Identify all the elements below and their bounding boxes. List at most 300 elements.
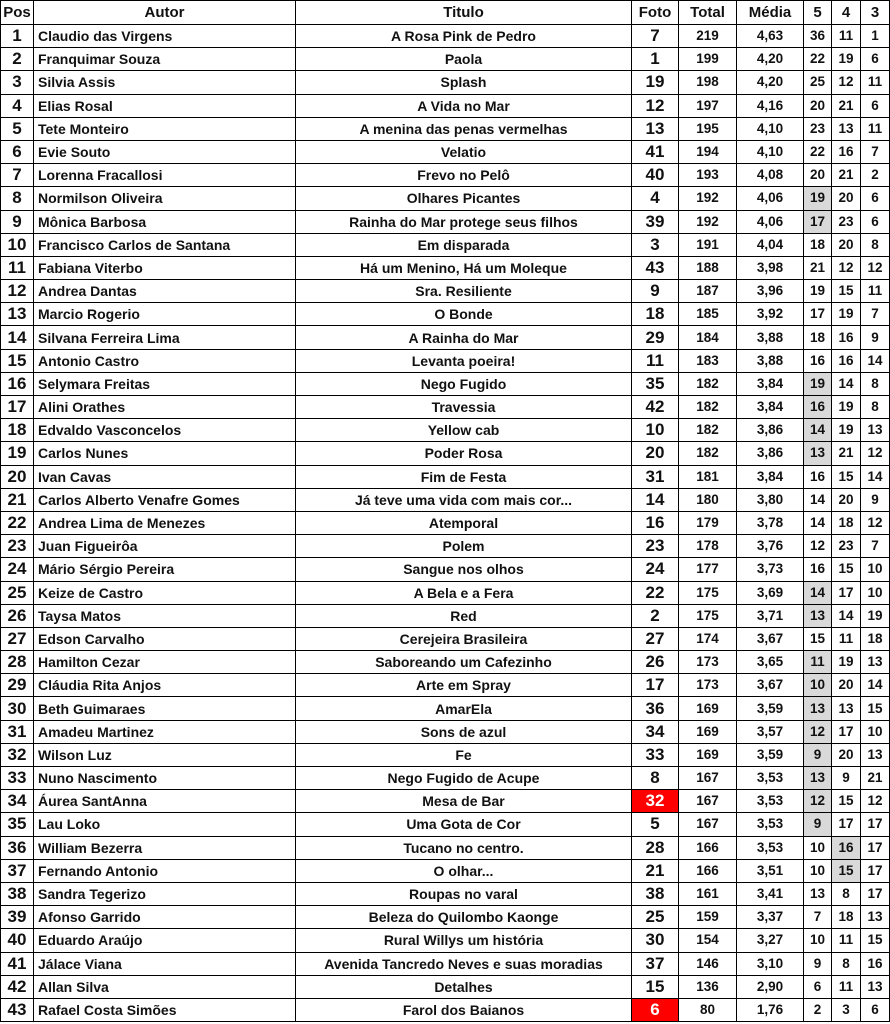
- table-row: [1, 906, 890, 929]
- table-row: [1, 535, 890, 558]
- pos-cell: 31: [1, 720, 34, 743]
- score-5-cell: 9: [804, 813, 832, 836]
- foto-cell: 18: [632, 303, 679, 326]
- score-4-cell: 16: [832, 140, 861, 163]
- total-cell: 192: [679, 210, 737, 233]
- table-row: [1, 210, 890, 233]
- titulo-cell: Splash: [296, 71, 632, 94]
- score-5-cell: 14: [804, 511, 832, 534]
- score-4-cell: 15: [832, 558, 861, 581]
- header-media: Média: [737, 1, 804, 25]
- pos-cell: 39: [1, 906, 34, 929]
- pos-cell: 4: [1, 94, 34, 117]
- score-3-cell: 13: [861, 419, 890, 442]
- media-cell: 3,53: [737, 836, 804, 859]
- score-3-cell: 1: [861, 25, 890, 48]
- autor-cell: Taysa Matos: [34, 604, 296, 627]
- titulo-cell: Sra. Resiliente: [296, 280, 632, 303]
- table-row: [1, 164, 890, 187]
- header-score-4: 4: [832, 1, 861, 25]
- foto-cell: 28: [632, 836, 679, 859]
- titulo-cell: Sangue nos olhos: [296, 558, 632, 581]
- autor-cell: Carlos Alberto Venafre Gomes: [34, 488, 296, 511]
- total-cell: 195: [679, 117, 737, 140]
- foto-cell: 22: [632, 581, 679, 604]
- autor-cell: Silvia Assis: [34, 71, 296, 94]
- table-row: [1, 998, 890, 1021]
- media-cell: 3,53: [737, 767, 804, 790]
- pos-cell: 30: [1, 697, 34, 720]
- foto-cell: 13: [632, 117, 679, 140]
- score-3-cell: 6: [861, 210, 890, 233]
- autor-cell: Andrea Dantas: [34, 280, 296, 303]
- autor-cell: Hamilton Cezar: [34, 651, 296, 674]
- foto-cell: 12: [632, 94, 679, 117]
- titulo-cell: A Vida no Mar: [296, 94, 632, 117]
- autor-cell: Allan Silva: [34, 975, 296, 998]
- table-row: [1, 558, 890, 581]
- titulo-cell: Rural Willys um história: [296, 929, 632, 952]
- score-3-cell: 13: [861, 743, 890, 766]
- pos-cell: 35: [1, 813, 34, 836]
- pos-cell: 16: [1, 372, 34, 395]
- table-row: [1, 140, 890, 163]
- pos-cell: 41: [1, 952, 34, 975]
- pos-cell: 17: [1, 396, 34, 419]
- table-row: [1, 117, 890, 140]
- autor-cell: Tete Monteiro: [34, 117, 296, 140]
- foto-cell: 26: [632, 651, 679, 674]
- foto-cell: 27: [632, 627, 679, 650]
- score-4-cell: 19: [832, 419, 861, 442]
- score-3-cell: 9: [861, 488, 890, 511]
- foto-cell: 14: [632, 488, 679, 511]
- foto-cell: 38: [632, 882, 679, 905]
- autor-cell: Lau Loko: [34, 813, 296, 836]
- titulo-cell: Cerejeira Brasileira: [296, 627, 632, 650]
- score-5-cell: 20: [804, 94, 832, 117]
- table-row: [1, 488, 890, 511]
- media-cell: 3,84: [737, 396, 804, 419]
- foto-cell: 40: [632, 164, 679, 187]
- score-5-cell: 17: [804, 210, 832, 233]
- titulo-cell: Rainha do Mar protege seus filhos: [296, 210, 632, 233]
- total-cell: 180: [679, 488, 737, 511]
- pos-cell: 29: [1, 674, 34, 697]
- media-cell: 3,96: [737, 280, 804, 303]
- total-cell: 219: [679, 25, 737, 48]
- titulo-cell: Polem: [296, 535, 632, 558]
- pos-cell: 10: [1, 233, 34, 256]
- score-3-cell: 21: [861, 767, 890, 790]
- titulo-cell: A Rainha do Mar: [296, 326, 632, 349]
- autor-cell: Lorenna Fracallosi: [34, 164, 296, 187]
- pos-cell: 15: [1, 349, 34, 372]
- foto-cell: 33: [632, 743, 679, 766]
- table-row: [1, 94, 890, 117]
- header-row: [1, 1, 890, 25]
- total-cell: 173: [679, 651, 737, 674]
- media-cell: 3,53: [737, 813, 804, 836]
- score-5-cell: 21: [804, 256, 832, 279]
- media-cell: 4,08: [737, 164, 804, 187]
- autor-cell: Elias Rosal: [34, 94, 296, 117]
- score-5-cell: 10: [804, 929, 832, 952]
- score-3-cell: 6: [861, 998, 890, 1021]
- autor-cell: Edvaldo Vasconcelos: [34, 419, 296, 442]
- media-cell: 3,80: [737, 488, 804, 511]
- titulo-cell: Nego Fugido de Acupe: [296, 767, 632, 790]
- media-cell: 3,73: [737, 558, 804, 581]
- total-cell: 183: [679, 349, 737, 372]
- autor-cell: Claudio das Virgens: [34, 25, 296, 48]
- autor-cell: Fabiana Viterbo: [34, 256, 296, 279]
- score-4-cell: 18: [832, 511, 861, 534]
- score-3-cell: 8: [861, 372, 890, 395]
- titulo-cell: Sons de azul: [296, 720, 632, 743]
- table-row: [1, 952, 890, 975]
- score-3-cell: 12: [861, 511, 890, 534]
- score-3-cell: 12: [861, 256, 890, 279]
- score-4-cell: 20: [832, 488, 861, 511]
- titulo-cell: Velatio: [296, 140, 632, 163]
- score-4-cell: 8: [832, 882, 861, 905]
- score-4-cell: 13: [832, 117, 861, 140]
- media-cell: 3,98: [737, 256, 804, 279]
- foto-cell: 16: [632, 511, 679, 534]
- media-cell: 3,27: [737, 929, 804, 952]
- table-row: [1, 349, 890, 372]
- table-row: [1, 767, 890, 790]
- score-3-cell: 14: [861, 465, 890, 488]
- titulo-cell: Em disparada: [296, 233, 632, 256]
- pos-cell: 26: [1, 604, 34, 627]
- media-cell: 3,41: [737, 882, 804, 905]
- autor-cell: Amadeu Martinez: [34, 720, 296, 743]
- score-5-cell: 14: [804, 488, 832, 511]
- foto-cell: 6: [632, 998, 679, 1021]
- titulo-cell: Levanta poeira!: [296, 349, 632, 372]
- score-4-cell: 8: [832, 952, 861, 975]
- autor-cell: Afonso Garrido: [34, 906, 296, 929]
- pos-cell: 38: [1, 882, 34, 905]
- total-cell: 173: [679, 674, 737, 697]
- titulo-cell: Há um Menino, Há um Moleque: [296, 256, 632, 279]
- pos-cell: 14: [1, 326, 34, 349]
- media-cell: 3,67: [737, 674, 804, 697]
- pos-cell: 1: [1, 25, 34, 48]
- score-4-cell: 15: [832, 280, 861, 303]
- score-5-cell: 15: [804, 627, 832, 650]
- media-cell: 1,76: [737, 998, 804, 1021]
- foto-cell: 25: [632, 906, 679, 929]
- score-5-cell: 11: [804, 651, 832, 674]
- titulo-cell: Beleza do Quilombo Kaonge: [296, 906, 632, 929]
- foto-cell: 17: [632, 674, 679, 697]
- pos-cell: 8: [1, 187, 34, 210]
- score-5-cell: 18: [804, 233, 832, 256]
- total-cell: 154: [679, 929, 737, 952]
- foto-cell: 43: [632, 256, 679, 279]
- score-5-cell: 7: [804, 906, 832, 929]
- total-cell: 166: [679, 836, 737, 859]
- score-4-cell: 17: [832, 581, 861, 604]
- score-5-cell: 16: [804, 349, 832, 372]
- titulo-cell: Mesa de Bar: [296, 790, 632, 813]
- total-cell: 178: [679, 535, 737, 558]
- titulo-cell: O Bonde: [296, 303, 632, 326]
- score-4-cell: 20: [832, 187, 861, 210]
- titulo-cell: Nego Fugido: [296, 372, 632, 395]
- score-3-cell: 10: [861, 720, 890, 743]
- pos-cell: 5: [1, 117, 34, 140]
- autor-cell: Áurea SantAnna: [34, 790, 296, 813]
- table-row: [1, 25, 890, 48]
- total-cell: 136: [679, 975, 737, 998]
- pos-cell: 22: [1, 511, 34, 534]
- score-3-cell: 13: [861, 906, 890, 929]
- total-cell: 193: [679, 164, 737, 187]
- foto-cell: 31: [632, 465, 679, 488]
- table-row: [1, 303, 890, 326]
- titulo-cell: Detalhes: [296, 975, 632, 998]
- autor-cell: Fernando Antonio: [34, 859, 296, 882]
- score-5-cell: 10: [804, 859, 832, 882]
- table-row: [1, 604, 890, 627]
- score-3-cell: 17: [861, 836, 890, 859]
- score-5-cell: 23: [804, 117, 832, 140]
- score-3-cell: 9: [861, 326, 890, 349]
- total-cell: 177: [679, 558, 737, 581]
- score-5-cell: 9: [804, 743, 832, 766]
- media-cell: 4,10: [737, 117, 804, 140]
- foto-cell: 29: [632, 326, 679, 349]
- score-5-cell: 12: [804, 720, 832, 743]
- foto-cell: 30: [632, 929, 679, 952]
- score-4-cell: 14: [832, 604, 861, 627]
- score-4-cell: 17: [832, 720, 861, 743]
- score-4-cell: 16: [832, 836, 861, 859]
- score-5-cell: 13: [804, 767, 832, 790]
- titulo-cell: Fe: [296, 743, 632, 766]
- total-cell: 182: [679, 442, 737, 465]
- foto-cell: 41: [632, 140, 679, 163]
- titulo-cell: Atemporal: [296, 511, 632, 534]
- table-row: [1, 280, 890, 303]
- score-4-cell: 9: [832, 767, 861, 790]
- autor-cell: Carlos Nunes: [34, 442, 296, 465]
- foto-cell: 19: [632, 71, 679, 94]
- table-row: [1, 581, 890, 604]
- titulo-cell: Avenida Tancredo Neves e suas moradias: [296, 952, 632, 975]
- autor-cell: Marcio Rogerio: [34, 303, 296, 326]
- titulo-cell: Olhares Picantes: [296, 187, 632, 210]
- total-cell: 169: [679, 743, 737, 766]
- table-row: [1, 929, 890, 952]
- score-5-cell: 6: [804, 975, 832, 998]
- score-3-cell: 8: [861, 396, 890, 419]
- score-4-cell: 19: [832, 48, 861, 71]
- pos-cell: 25: [1, 581, 34, 604]
- titulo-cell: Yellow cab: [296, 419, 632, 442]
- total-cell: 159: [679, 906, 737, 929]
- titulo-cell: Farol dos Baianos: [296, 998, 632, 1021]
- total-cell: 182: [679, 372, 737, 395]
- autor-cell: Wilson Luz: [34, 743, 296, 766]
- total-cell: 80: [679, 998, 737, 1021]
- foto-cell: 9: [632, 280, 679, 303]
- score-5-cell: 25: [804, 71, 832, 94]
- autor-cell: Nuno Nascimento: [34, 767, 296, 790]
- media-cell: 3,78: [737, 511, 804, 534]
- pos-cell: 34: [1, 790, 34, 813]
- titulo-cell: A Rosa Pink de Pedro: [296, 25, 632, 48]
- media-cell: 3,53: [737, 790, 804, 813]
- autor-cell: Antonio Castro: [34, 349, 296, 372]
- total-cell: 192: [679, 187, 737, 210]
- media-cell: 3,57: [737, 720, 804, 743]
- score-5-cell: 13: [804, 697, 832, 720]
- score-3-cell: 13: [861, 975, 890, 998]
- score-5-cell: 17: [804, 303, 832, 326]
- table-row: [1, 720, 890, 743]
- autor-cell: Cláudia Rita Anjos: [34, 674, 296, 697]
- table-row: [1, 233, 890, 256]
- foto-cell: 7: [632, 25, 679, 48]
- media-cell: 4,06: [737, 187, 804, 210]
- autor-cell: Sandra Tegerizo: [34, 882, 296, 905]
- foto-cell: 1: [632, 48, 679, 71]
- pos-cell: 42: [1, 975, 34, 998]
- total-cell: 182: [679, 419, 737, 442]
- media-cell: 3,59: [737, 697, 804, 720]
- score-3-cell: 11: [861, 280, 890, 303]
- score-3-cell: 18: [861, 627, 890, 650]
- table-row: [1, 256, 890, 279]
- total-cell: 174: [679, 627, 737, 650]
- foto-cell: 15: [632, 975, 679, 998]
- titulo-cell: Poder Rosa: [296, 442, 632, 465]
- score-4-cell: 20: [832, 233, 861, 256]
- foto-cell: 11: [632, 349, 679, 372]
- table-row: [1, 859, 890, 882]
- table-row: [1, 813, 890, 836]
- autor-cell: Franquimar Souza: [34, 48, 296, 71]
- score-5-cell: 14: [804, 581, 832, 604]
- foto-cell: 37: [632, 952, 679, 975]
- score-3-cell: 17: [861, 882, 890, 905]
- score-5-cell: 22: [804, 48, 832, 71]
- score-3-cell: 15: [861, 697, 890, 720]
- total-cell: 182: [679, 396, 737, 419]
- media-cell: 3,69: [737, 581, 804, 604]
- autor-cell: Mário Sérgio Pereira: [34, 558, 296, 581]
- score-5-cell: 2: [804, 998, 832, 1021]
- table-row: [1, 511, 890, 534]
- foto-cell: 23: [632, 535, 679, 558]
- total-cell: 199: [679, 48, 737, 71]
- titulo-cell: O olhar...: [296, 859, 632, 882]
- score-4-cell: 19: [832, 396, 861, 419]
- header-titulo: Titulo: [296, 1, 632, 25]
- total-cell: 146: [679, 952, 737, 975]
- score-3-cell: 11: [861, 71, 890, 94]
- titulo-cell: Roupas no varal: [296, 882, 632, 905]
- foto-cell: 34: [632, 720, 679, 743]
- foto-cell: 2: [632, 604, 679, 627]
- table-row: [1, 419, 890, 442]
- pos-cell: 20: [1, 465, 34, 488]
- pos-cell: 7: [1, 164, 34, 187]
- total-cell: 198: [679, 71, 737, 94]
- total-cell: 187: [679, 280, 737, 303]
- table-row: [1, 465, 890, 488]
- score-3-cell: 13: [861, 651, 890, 674]
- score-4-cell: 18: [832, 906, 861, 929]
- header-pos: Pos: [1, 1, 34, 25]
- titulo-cell: Travessia: [296, 396, 632, 419]
- total-cell: 181: [679, 465, 737, 488]
- pos-cell: 6: [1, 140, 34, 163]
- score-5-cell: 10: [804, 674, 832, 697]
- score-4-cell: 19: [832, 651, 861, 674]
- score-5-cell: 20: [804, 164, 832, 187]
- pos-cell: 24: [1, 558, 34, 581]
- table-row: [1, 790, 890, 813]
- autor-cell: Rafael Costa Simões: [34, 998, 296, 1021]
- score-4-cell: 13: [832, 697, 861, 720]
- autor-cell: Silvana Ferreira Lima: [34, 326, 296, 349]
- score-5-cell: 9: [804, 952, 832, 975]
- media-cell: 4,20: [737, 48, 804, 71]
- media-cell: 4,20: [737, 71, 804, 94]
- foto-cell: 39: [632, 210, 679, 233]
- score-5-cell: 18: [804, 326, 832, 349]
- titulo-cell: Já teve uma vida com mais cor...: [296, 488, 632, 511]
- total-cell: 184: [679, 326, 737, 349]
- score-4-cell: 20: [832, 674, 861, 697]
- foto-cell: 4: [632, 187, 679, 210]
- total-cell: 169: [679, 697, 737, 720]
- score-4-cell: 12: [832, 71, 861, 94]
- media-cell: 3,65: [737, 651, 804, 674]
- score-3-cell: 12: [861, 442, 890, 465]
- pos-cell: 43: [1, 998, 34, 1021]
- foto-cell: 36: [632, 697, 679, 720]
- media-cell: 3,88: [737, 349, 804, 372]
- titulo-cell: Fim de Festa: [296, 465, 632, 488]
- media-cell: 3,86: [737, 419, 804, 442]
- titulo-cell: A menina das penas vermelhas: [296, 117, 632, 140]
- table-row: [1, 627, 890, 650]
- pos-cell: 12: [1, 280, 34, 303]
- header-score-5: 5: [804, 1, 832, 25]
- autor-cell: Ivan Cavas: [34, 465, 296, 488]
- score-5-cell: 14: [804, 419, 832, 442]
- score-4-cell: 19: [832, 303, 861, 326]
- score-3-cell: 17: [861, 813, 890, 836]
- foto-cell: 5: [632, 813, 679, 836]
- score-5-cell: 36: [804, 25, 832, 48]
- table-row: [1, 396, 890, 419]
- score-3-cell: 8: [861, 233, 890, 256]
- autor-cell: William Bezerra: [34, 836, 296, 859]
- score-5-cell: 10: [804, 836, 832, 859]
- score-4-cell: 16: [832, 349, 861, 372]
- score-4-cell: 12: [832, 256, 861, 279]
- score-5-cell: 12: [804, 790, 832, 813]
- score-4-cell: 14: [832, 372, 861, 395]
